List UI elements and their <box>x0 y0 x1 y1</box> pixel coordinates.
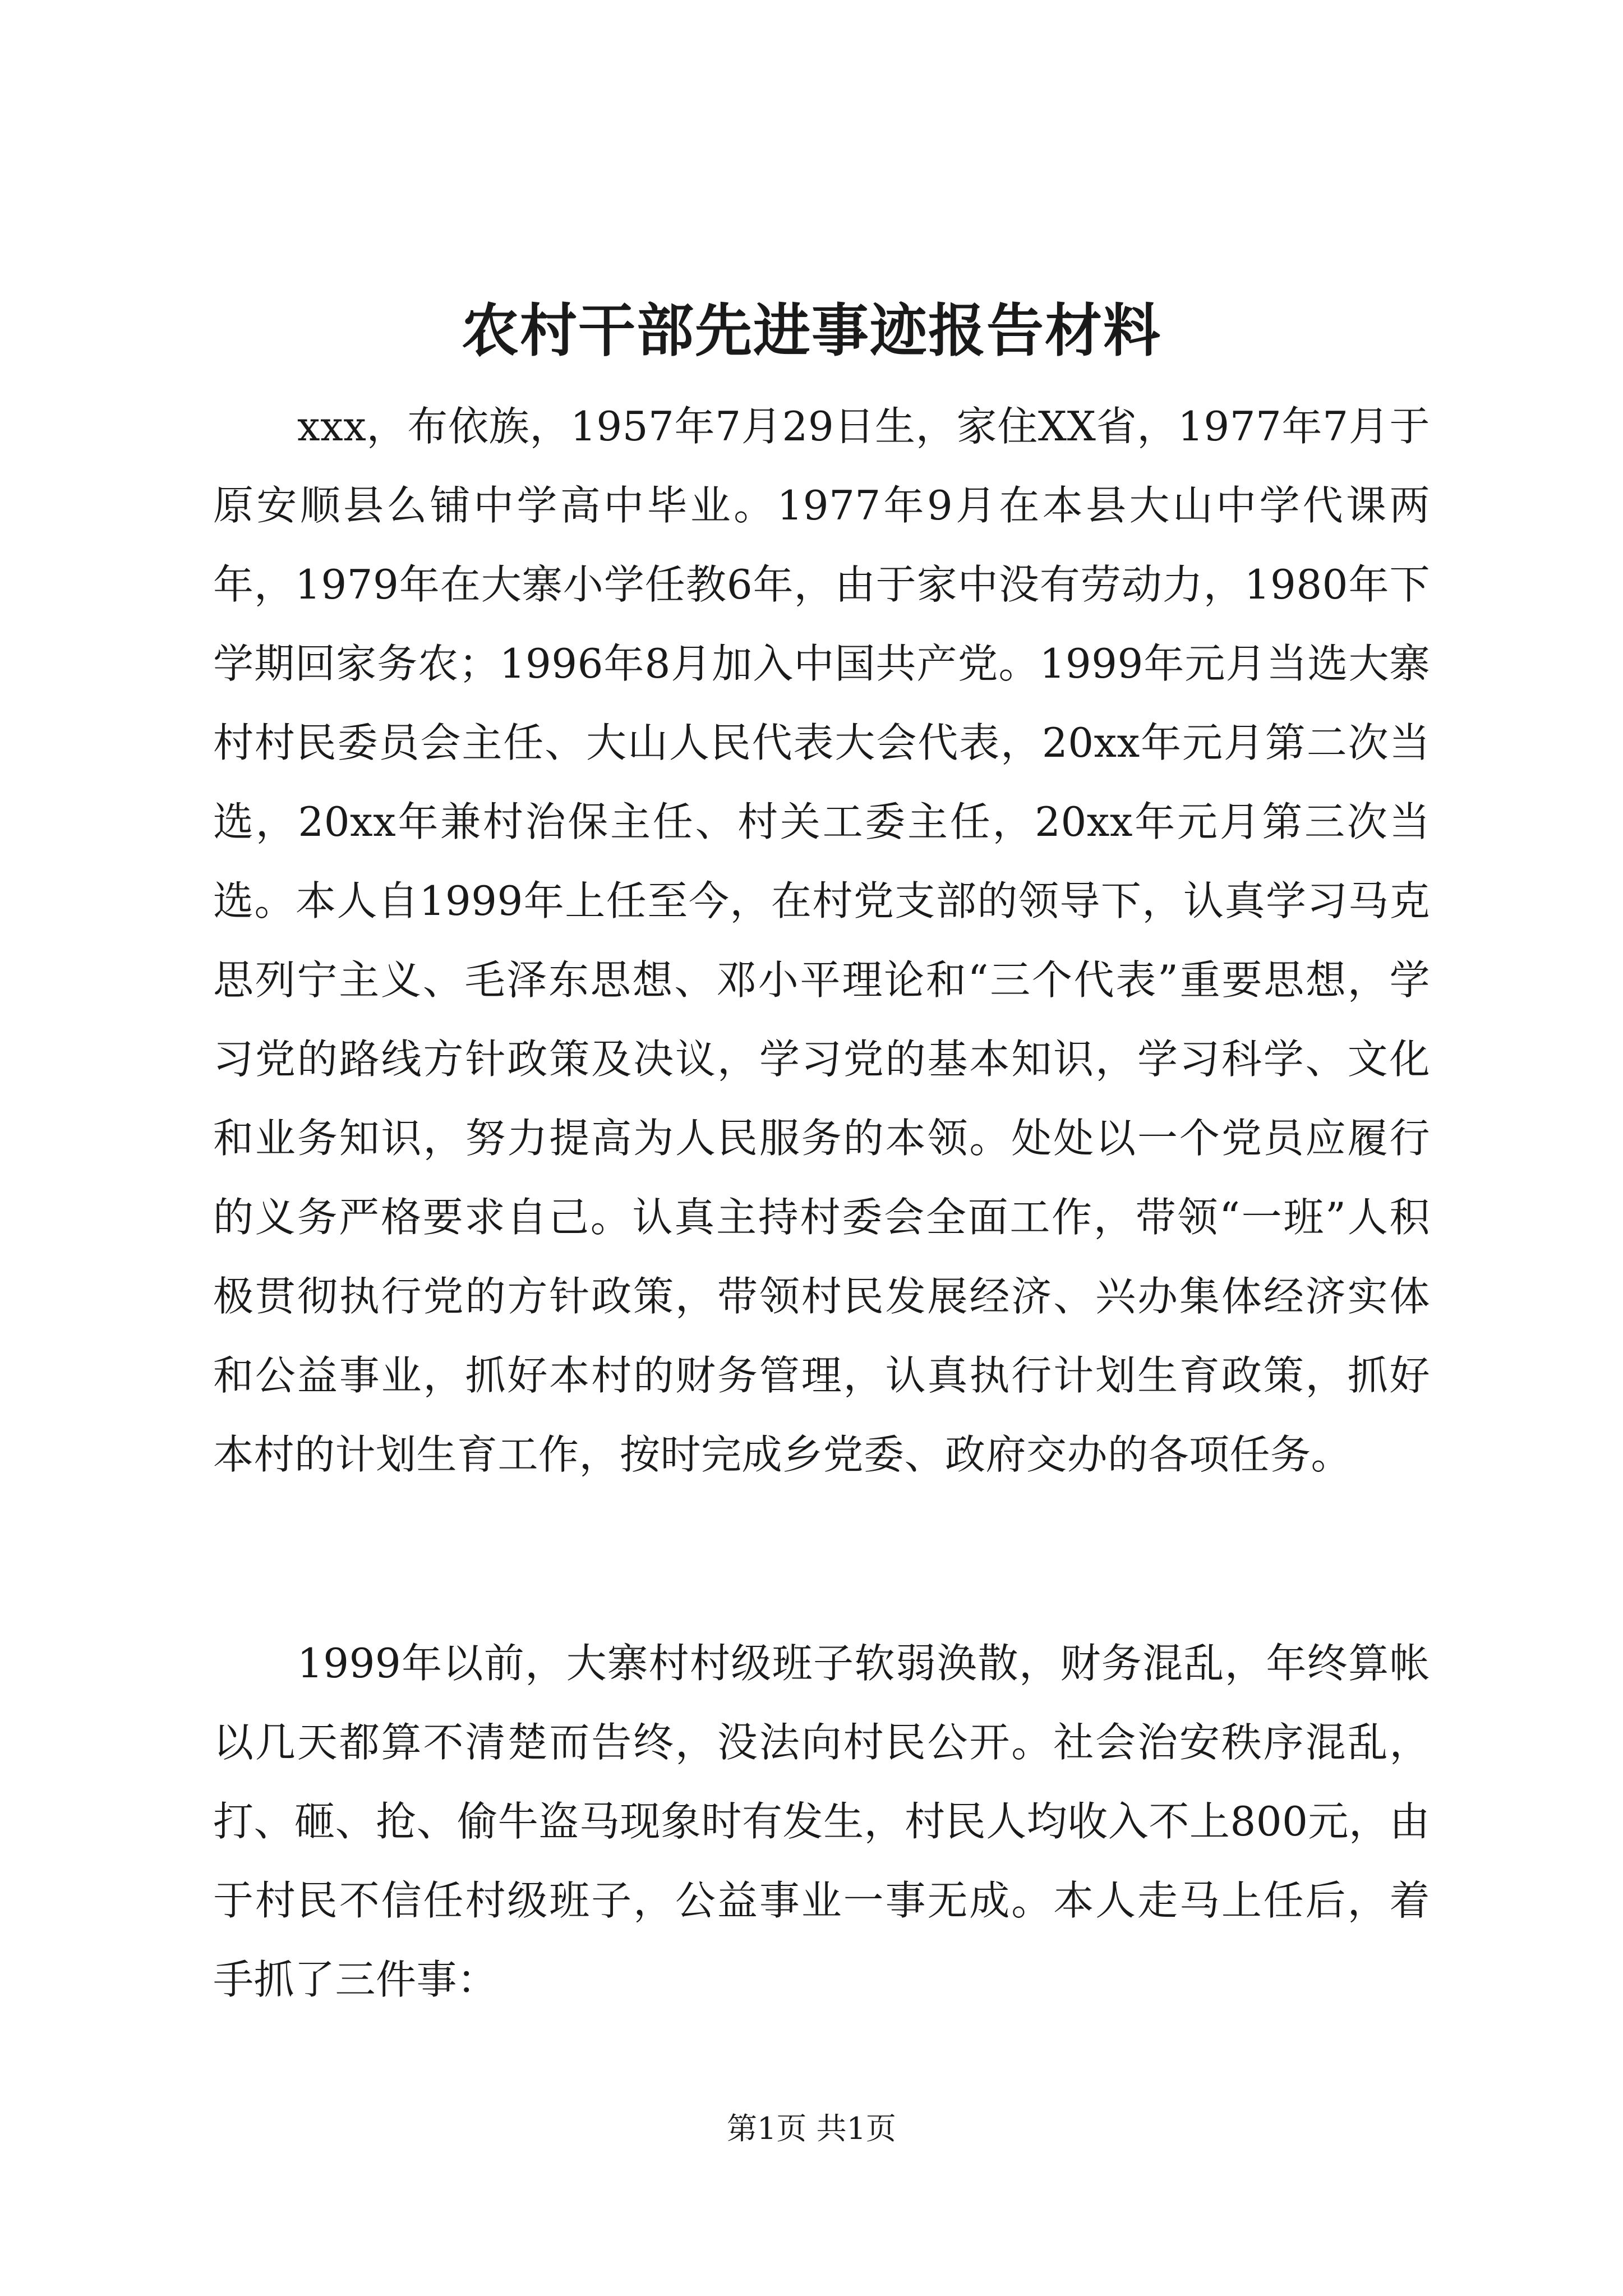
paragraph-2: 1999年以前，大寨村村级班子软弱涣散，财务混乱，年终算帐以几天都算不清楚而告终，没法向村民公开。社会治安秩序混乱，打、砸、抢、偷牛盗马现象时有发生，村民人均收入不上800元，由于村民不信任村级班子，公益事业一事无成。本人走马上任后，着手抓了三件事： <box>213 1640 1430 2003</box>
paragraph-1: xxx，布依族，1957年7月29日生，家住XX省，1977年7月于原安顺县么铺中学高中毕业。1977年9月在本县大山中学代课两年，1979年在大寨小学任教6年，由于家中没有劳动力，1980年下学期回家务农；1996年8月加入中国共产党。1999年元月当选大寨村村民委员会主任、大山人民代表大会代表，20xx年元月第二次当选，20xx年兼村治保主任、村关工委主任，20xx年元月第三次当选。本人自1999年上任至今，在村党支部的领导下，认真学习马克思列宁主义、毛泽东思想、邓小平理论和“三个代表”重要思想，学习党的路线方针政策及决议，学习党的基本知识，学习科学、文化和业务知识，努力提高为人民服务的本领。处处以一个党员应履行的义务严格要求自己。认真主持村委会全面工作，带领“一班”人积极贯彻执行党的方针政策，带领村民发展经济、兴办集体经济实体和公益事业，抓好本村的财务管理，认真执行计划生育政策，抓好本村的计划生育工作，按时完成乡党委、政府交办的各项任务。 <box>213 403 1430 1478</box>
page-footer: 第1页 共1页 <box>727 2111 896 2146</box>
document-title: 农村干部先进事迹报告材料 <box>462 297 1161 365</box>
